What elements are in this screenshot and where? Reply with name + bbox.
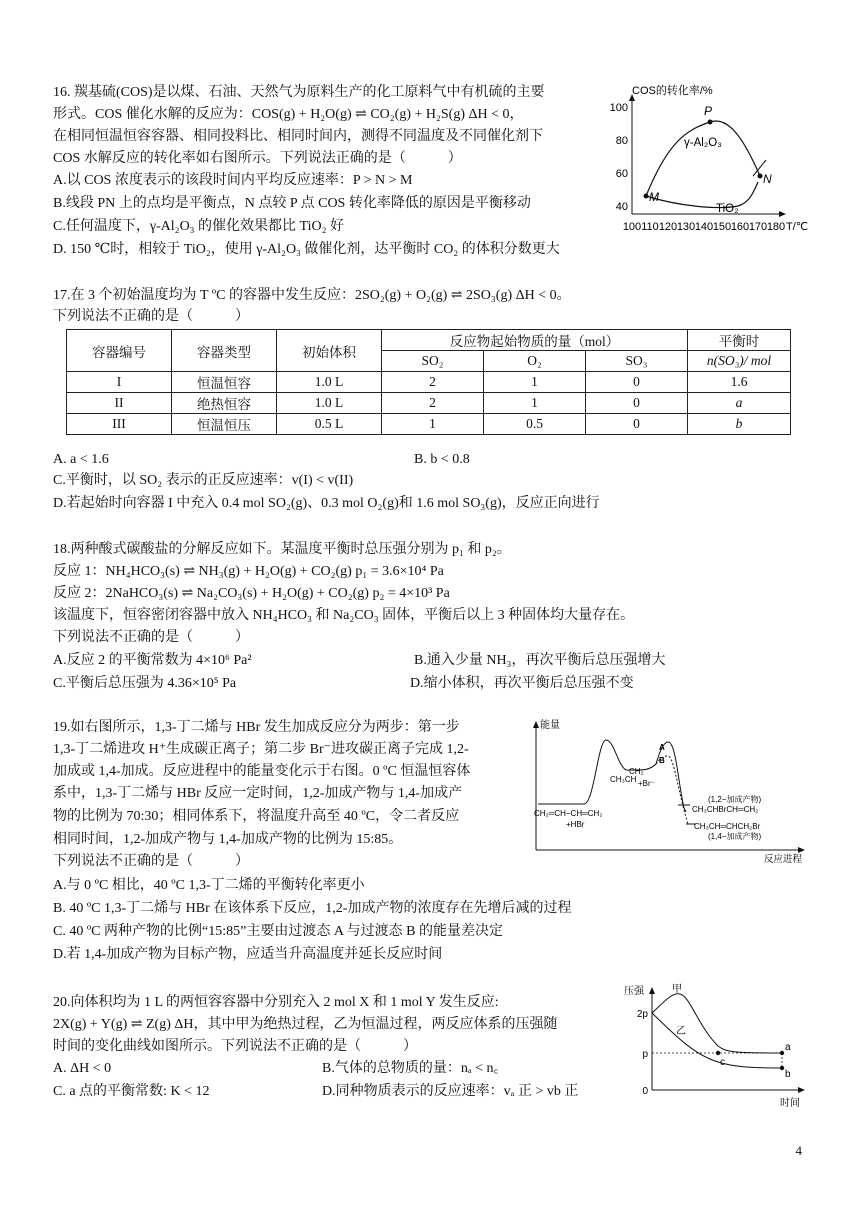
table-row [67,393,791,414]
q20-point-a [780,1051,784,1055]
q16-option-b: B.线段 PN 上的点均是平衡点，N 点较 P 点 COS 转化率降低的原因是平衡移动 [53,196,531,211]
table-cell: 1 [484,372,586,393]
table-cell: 0.5 [484,414,586,435]
q19-intermediate: CH₂ [629,767,644,776]
q16-option-a: A.以 COS 浓度表示的该段时间内平均反应速率：P > N > M [53,173,413,188]
q18-option-d: D.缩小体积，再次平衡后总压强不变 [410,676,634,691]
q16-point-n [758,174,763,179]
q16-line: COS 水解反应的转化率如右图所示。下列说法正确的是（ ） [53,151,462,166]
page-number: 4 [795,1143,802,1158]
q19-line: 19.如右图所示，1,3-丁二烯与 HBr 发生加成反应分为两步：第一步 [53,720,460,735]
q17-stem: 17.在 3 个初始温度均为 T ºC 的容器中发生反应：2SO₂(g) + O₂(g) ⇌ 2SO₃(g) ΔH < 0。 [53,288,571,303]
table-cell: 1 [382,414,484,435]
q20-label-jia: 甲 [672,984,682,995]
q16-point-p [708,120,713,125]
q20-label-b: b [785,1069,791,1080]
q19-xlabel: 反应进程 [764,854,803,864]
q20-label-c: c [720,1057,725,1068]
q19-option-c: C. 40 ºC 两种产物的比例“15:85”主要由过渡态 A 与过渡态 B 的能量差决定 [53,924,504,939]
q16-label-p: P [704,104,713,118]
q18-line: 该温度下，恒容密闭容器中放入 NH₄HCO₃ 和 Na₂CO₃ 固体，平衡后以上 3 种固体均大量存在。 [53,608,635,623]
q16-cos-conversion-chart [598,82,810,242]
table-cell: III [67,414,172,435]
table-header: SO₂ [382,351,484,372]
table-cell: 2 [382,372,484,393]
q16-xtick: 100 [622,221,642,233]
q20-option-d: D.同种物质表示的反应速率：vₐ 正 > vb 正 [322,1084,579,1099]
table-cell: 0 [586,393,688,414]
q20-option-b: B.气体的总物质的量：nₐ < n꜀ [322,1061,499,1076]
q20-ytick: p [642,1049,648,1060]
q16-xtick: 160 [730,221,750,233]
q19-option-b: B. 40 ºC 1,3-丁二烯与 HBr 在该体系下反应，1,2-加成产物的浓度存在先增后减的过程 [53,901,572,916]
q20-curve-yi [652,1013,782,1068]
q19-product: (1,2−加成产物) [708,795,762,804]
q18-option-c: C.平衡后总压强为 4.36×10⁵ Pa [53,676,237,691]
q20-ylabel: 压强 [624,986,644,997]
table-cell: II [67,393,172,414]
table-cell: 绝热恒容 [172,393,277,414]
q20-curve-jia [652,994,782,1053]
q17-option-c: C.平衡时，以 SO₂ 表示的正反应速率：v(I) < v(II) [53,473,354,488]
table-cell: 1.0 L [277,372,382,393]
q19-ylabel: 能量 [540,720,560,731]
q19-label-b: B [659,756,665,765]
table-cell: 0 [586,372,688,393]
q19-line: 相同时间，1,2-加成产物与 1,4-加成产物的比例为 15:85。 [53,832,403,847]
q16-xtick: 130 [676,221,696,233]
q19-line: 加成或 1,4-加成。反应进程中的能量变化示于右图。0 ºC 恒温恒容体 [53,764,471,779]
table-cell: b [688,414,791,435]
table-cell: 1 [484,393,586,414]
q16-ylabel: COS的转化率/% [632,85,713,97]
q18-option-b: B.通入少量 NH₃，再次平衡后总压强增大 [414,653,666,668]
q20-point-b [780,1066,784,1070]
q16-xtick: 110 [641,221,659,233]
q17-option-a: A. a < 1.6 [53,452,109,467]
q16-line: 形式。COS 催化水解的反应为：COS(g) + H₂O(g) ⇌ CO₂(g) + H₂S(g) ΔH < 0， [53,107,524,122]
table-header: 平衡时 [688,330,791,351]
q16-ytick: 100 [609,102,628,114]
q19-line: 系中，1,3-丁二烯与 HBr 反应一定时间，1,2-加成产物与 1,4-加成产 [53,786,463,801]
table-cell: a [688,393,791,414]
q19-line: 物的比例为 70:30；相同体系下，将温度升高至 40 ºC，令二者反应 [53,809,460,824]
q20-option-c: C. a 点的平衡常数: K < 12 [53,1084,210,1099]
q16-xtick: 170 [748,221,768,233]
q19-option-a: A.与 0 ºC 相比，40 ºC 1,3-丁二烯的平衡转化率更小 [53,878,365,893]
q20-ytick: 0 [642,1086,648,1097]
q19-label-a: A [659,743,665,752]
q16-curve-label: TiO₂ [716,203,739,215]
table-cell: 0 [586,414,688,435]
q20-ytick: 2p [636,1009,648,1020]
table-header: 容器编号 [67,330,172,372]
q20-point-c [716,1051,720,1055]
q20-line: 20.向体积均为 1 L 的两恒容容器中分别充入 2 mol X 和 1 mol Y 发生反应: [53,995,499,1010]
table-header: 反应物起始物质的量（mol） [382,330,688,351]
q19-product: CH₃CHBrCH═CH₂ [692,805,759,814]
q16-point-m [644,194,649,199]
q19-product: CH₃CH═CHCH₂Br [694,822,761,831]
q18-line: 18.两种酸式碳酸盐的分解反应如下。某温度平衡时总压强分别为 p₁ 和 p₂。 [53,542,511,557]
q19-intermediate: CH₃CH [610,775,637,784]
q20-pressure-chart [622,982,812,1110]
table-cell: I [67,372,172,393]
q20-xlabel: 时间 [780,1098,800,1109]
table-cell: 恒温恒容 [172,372,277,393]
table-cell: 0.5 L [277,414,382,435]
q20-option-a: A. ΔH < 0 [53,1061,112,1076]
q19-option-d: D.若 1,4-加成产物为目标产物，应适当升高温度并延长反应时间 [53,947,443,962]
q16-xtick: 140 [694,221,714,233]
q16-xtick: 150 [712,221,732,233]
table-cell: 1.6 [688,372,791,393]
q17-table [66,329,791,435]
table-row [67,414,791,435]
q16-option-c: C.任何温度下，γ-Al₂O₃ 的催化效果都比 TiO₂ 好 [53,219,344,234]
q18-line: 下列说法不正确的是（ ） [53,630,249,645]
q18-line: 反应 2：2NaHCO₃(s) ⇌ Na₂CO₃(s) + H₂O(g) + CO₂(g) p₂ = 4×10³ Pa [53,586,450,601]
q16-ytick: 40 [615,201,628,213]
q19-intermediate: +Br⁻ [638,779,655,788]
q17-option-d: D.若起始时向容器 I 中充入 0.4 mol SO₂(g)、0.3 mol O₂(g)和 1.6 mol SO₃(g)，反应正向进行 [53,496,600,511]
q20-label-yi: 乙 [676,1026,686,1037]
table-header: n(SO₃)/ mol [688,351,791,372]
q18-line: 反应 1：NH₄HCO₃(s) ⇌ NH₃(g) + H₂O(g) + CO₂(g) p₁ = 3.6×10⁴ Pa [53,564,444,579]
q19-reactant: CH₂═CH−CH═CH₂ [534,809,603,818]
q20-line: 2X(g) + Y(g) ⇌ Z(g) ΔH，其中甲为绝热过程，乙为恒温过程，两反应体系的压强随 [53,1017,558,1032]
table-cell: 2 [382,393,484,414]
q16-line: 在相同恒温恒容容器、相同投料比、相同时间内，测得不同温度及不同催化剂下 [53,129,543,144]
q19-line: 1,3-丁二烯进攻 H⁺生成碳正离子；第二步 Br⁻进攻碳正离子完成 1,2- [53,742,469,757]
q16-xlabel: T/℃ [786,221,809,233]
q16-xtick: 120 [658,221,678,233]
q17-option-b: B. b < 0.8 [414,452,470,467]
q16-gamma-al2o3-curve [646,121,760,196]
q19-reactant: +HBr [566,820,585,829]
table-row [67,372,791,393]
q16-ytick: 80 [615,135,628,147]
q16-label-n: N [763,172,772,186]
table-cell: 1.0 L [277,393,382,414]
table-header: O₂ [484,351,586,372]
table-header: 初始体积 [277,330,382,372]
q16-label-m: M [649,190,659,204]
q16-option-d: D. 150 ℃时，相较于 TiO₂，使用 γ-Al₂O₃ 做催化剂，达平衡时 CO₂ 的体积分数更大 [53,242,560,257]
table-header: 容器类型 [172,330,277,372]
q16-curve-label: γ-Al₂O₃ [684,137,722,149]
q19-product: (1,4−加成产物) [708,832,762,841]
q18-option-a: A.反应 2 的平衡常数为 4×10⁶ Pa² [53,653,252,668]
q16-line: 16. 羰基硫(COS)是以煤、石油、天然气为原料生产的化工原料气中有机硫的主要 [53,85,545,100]
q19-line: 下列说法不正确的是（ ） [53,854,249,869]
table-cell: 恒温恒压 [172,414,277,435]
q20-line: 时间的变化曲线如图所示。下列说法不正确的是（ ） [53,1039,417,1054]
q19-energy-diagram [528,712,810,864]
q16-ytick: 60 [615,168,628,180]
q16-xtick: 180 [766,221,786,233]
q20-label-a: a [785,1042,791,1053]
q17-stem: 下列说法不正确的是（ ） [53,309,249,324]
table-header: SO₃ [586,351,688,372]
q16-tio2-curve [646,182,758,208]
